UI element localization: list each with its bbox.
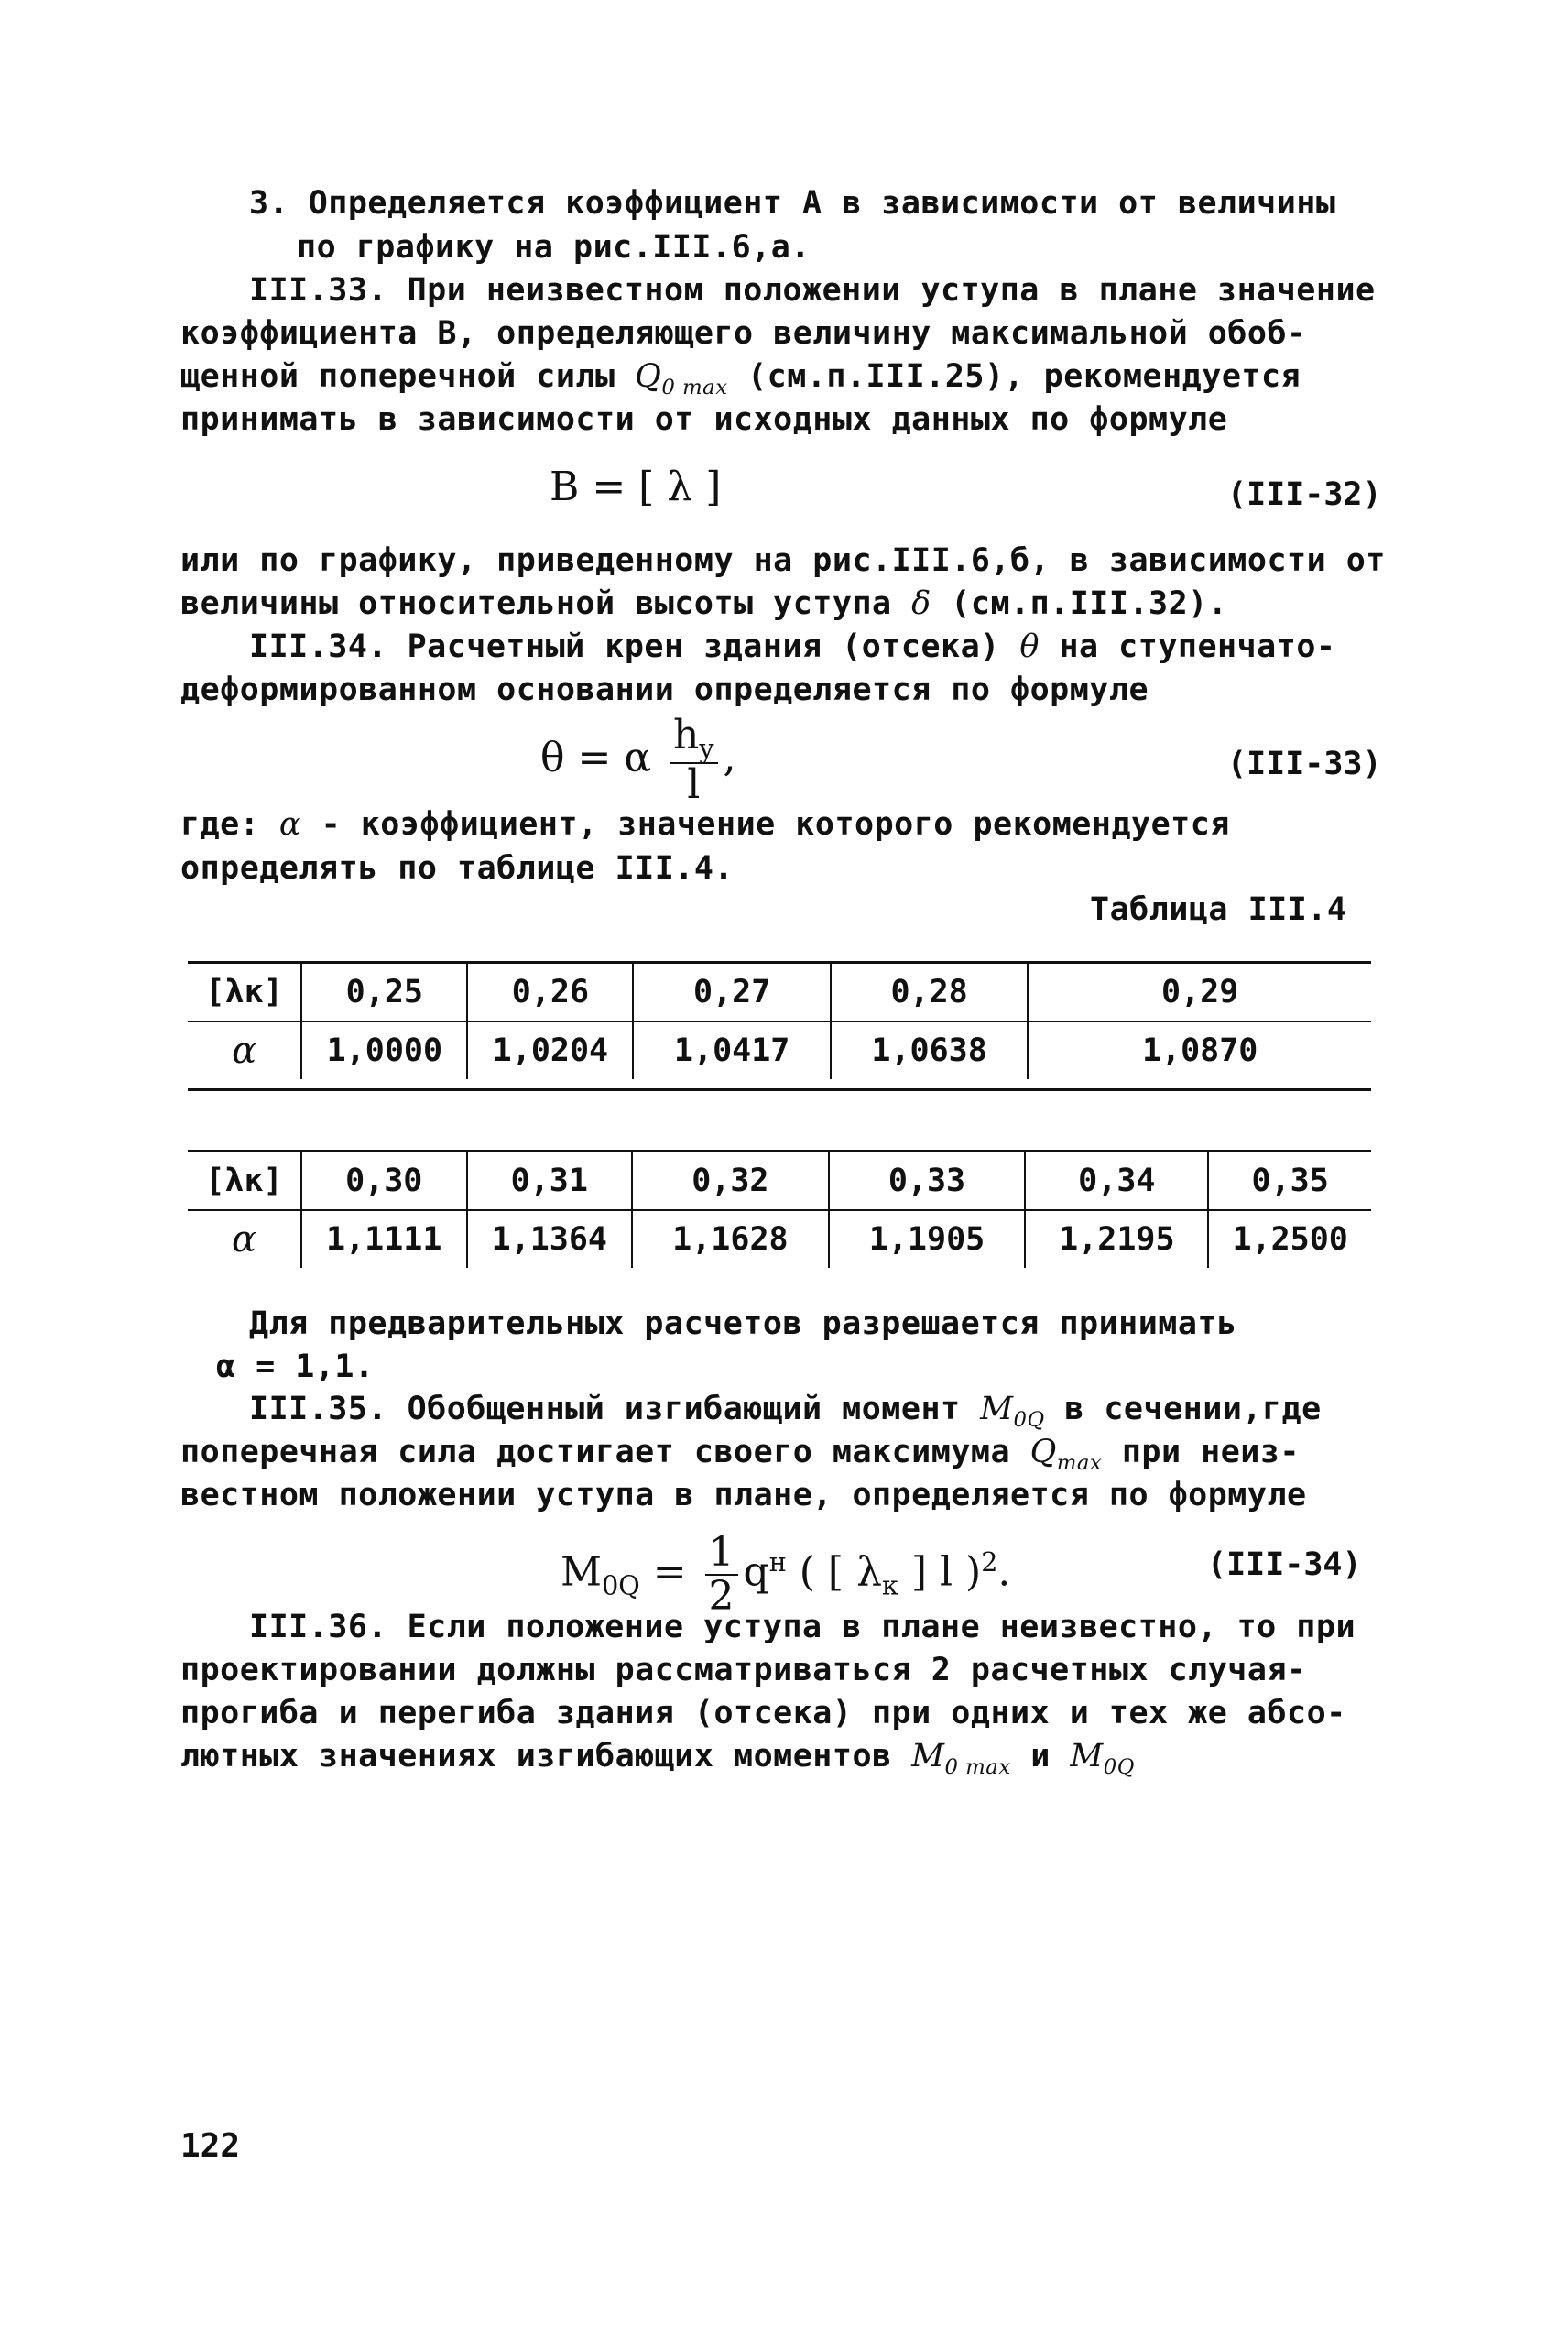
p2-line3-text-a: щенной поперечной силы xyxy=(180,358,636,395)
p2-line2: коэффициента В, определяющего величину максимальной обоб- xyxy=(180,315,1307,352)
table2-alpha-header: α xyxy=(231,1218,256,1261)
table1-alpha-header: α xyxy=(232,1030,257,1072)
table-cell: 0,32 xyxy=(632,1152,829,1210)
table-cell: 1,1905 xyxy=(829,1210,1026,1268)
table1-alpha-row xyxy=(188,1021,1371,1079)
table-cell: 1,0870 xyxy=(1028,1021,1371,1079)
p7-line1-text-a: III.35. Обобщенный изгибающий момент xyxy=(249,1391,981,1427)
table2-alpha-row xyxy=(188,1210,1371,1268)
formula-33-denominator: l xyxy=(687,760,701,808)
table-cell: 0,31 xyxy=(467,1152,633,1210)
hy-subscript: y xyxy=(699,732,714,764)
m0q-symbol: M xyxy=(1070,1738,1104,1775)
formula-33-comma: , xyxy=(723,734,736,781)
table-cell: 1,0204 xyxy=(467,1021,633,1079)
q-subscript: 0 max xyxy=(661,376,728,399)
table-cell: 1,0000 xyxy=(301,1021,467,1079)
p3-line2-text-a: величины относительной высоты уступа xyxy=(180,585,912,622)
formula-34-pow: 2 xyxy=(981,1546,998,1578)
formula-32-number: (III-32) xyxy=(1227,476,1382,513)
p5-line1-text-a: где: xyxy=(180,806,279,843)
formula-33 xyxy=(540,712,736,808)
m-subscript: 0Q xyxy=(1013,1408,1045,1432)
qmax-symbol: Q xyxy=(1029,1434,1057,1470)
p8-line1: III.36. Если положение уступа в плане неизвестно, то при xyxy=(249,1609,1356,1645)
m0max-symbol: M xyxy=(911,1738,945,1775)
p8-line4-and: и xyxy=(1010,1738,1071,1775)
table-cell: 1,1364 xyxy=(467,1210,633,1268)
formula-34-q-sup: н xyxy=(768,1546,787,1578)
p8-line4-text-a: лютных значениях изгибающих моментов xyxy=(180,1738,912,1775)
p8-line3: прогиба и перегиба здания (отсека) при одних и тех же абсо- xyxy=(180,1695,1346,1731)
formula-34-frac-den: 2 xyxy=(708,1573,735,1621)
table-cell: 1,2195 xyxy=(1025,1210,1208,1268)
formula-33-lhs: θ = α xyxy=(540,734,652,781)
formula-32: B = [ λ ] xyxy=(550,464,722,510)
p5-line1-text-b: - коэффициент, значение которого рекомендуется xyxy=(301,806,1230,843)
table-cell: 1,1111 xyxy=(301,1210,467,1268)
formula-34-paren-b: ] l ) xyxy=(898,1548,982,1596)
p7-line2-text-b: при неиз- xyxy=(1102,1434,1300,1470)
table-cell: 0,28 xyxy=(831,964,1028,1021)
p2-line3-text-b: (см.п.III.25), рекомендуется xyxy=(727,358,1301,395)
p4-line1 xyxy=(249,628,1335,665)
p2-line1: III.33. При неизвестном положении уступа в плане значение xyxy=(249,272,1376,309)
m0q-subscript: 0Q xyxy=(1103,1755,1135,1779)
table-cell: 0,30 xyxy=(301,1152,467,1210)
table1-bottom-rule xyxy=(188,1088,1371,1091)
table1-lambda-row xyxy=(188,964,1371,1021)
p7-line1 xyxy=(249,1391,1322,1432)
p6-line2: α = 1,1. xyxy=(216,1349,375,1385)
table2-lambda-row xyxy=(188,1152,1371,1210)
table1-row-header: [λк] xyxy=(188,964,301,1021)
theta-symbol: θ xyxy=(1019,628,1040,665)
p3-line2-text-b: (см.п.III.32). xyxy=(931,585,1228,622)
formula-34-dot: . xyxy=(997,1548,1011,1596)
formula-34-frac-num: 1 xyxy=(705,1532,738,1576)
formula-33-number: (III-33) xyxy=(1227,746,1382,782)
table2-row-header: [λк] xyxy=(188,1152,301,1210)
table-cell: 1,2500 xyxy=(1208,1210,1371,1268)
formula-34-q: q xyxy=(743,1548,769,1596)
formula-34-eq: = xyxy=(639,1548,700,1596)
formula-34-lhs: M xyxy=(561,1548,603,1596)
table1 xyxy=(188,964,1371,1079)
p2-line3 xyxy=(180,358,1301,399)
p7-line3: вестном положении уступа в плане, определяется по формуле xyxy=(180,1477,1307,1513)
p6-line1: Для предварительных расчетов разрешается принимать xyxy=(249,1305,1237,1342)
p4-line2: деформированном основании определяется по формуле xyxy=(180,672,1149,708)
hy-symbol: h xyxy=(673,712,700,759)
table-cell: 0,33 xyxy=(829,1152,1026,1210)
m-symbol: M xyxy=(980,1391,1014,1427)
formula-34-paren-a: ( [ λ xyxy=(786,1548,882,1596)
p1-line1: 3. Определяется коэффициент А в зависимости от величины xyxy=(249,185,1336,222)
p2-line4: принимать в зависимости от исходных данных по формуле xyxy=(180,401,1228,438)
formula-34-lhs-sub: 0Q xyxy=(602,1569,640,1601)
m0max-subscript: 0 max xyxy=(944,1755,1011,1779)
p3-line1: или по графику, приведенному на рис.III.6,б, в зависимости от xyxy=(180,542,1386,579)
table-cell: 1,0417 xyxy=(633,1021,830,1079)
formula-34-paren-sub: к xyxy=(881,1569,898,1601)
table-cell: 0,35 xyxy=(1208,1152,1371,1210)
p5-line1 xyxy=(180,806,1230,843)
table-cell: 0,25 xyxy=(301,964,467,1021)
p5-line2: определять по таблице III.4. xyxy=(180,850,735,887)
delta-symbol: δ xyxy=(911,585,931,622)
table-cell: 0,29 xyxy=(1028,964,1371,1021)
p4-line1-text-a: III.34. Расчетный крен здания (отсека) xyxy=(249,628,1020,665)
qmax-subscript: max xyxy=(1056,1451,1103,1475)
page-number: 122 xyxy=(180,2127,241,2165)
alpha-symbol: α xyxy=(278,806,301,843)
table-cell: 0,27 xyxy=(633,964,830,1021)
p8-line4 xyxy=(180,1738,1135,1779)
table2 xyxy=(188,1152,1371,1268)
formula-34-fraction xyxy=(705,1529,738,1621)
p7-line2 xyxy=(180,1434,1300,1475)
formula-34-number: (III-34) xyxy=(1207,1546,1362,1583)
table-cell: 0,26 xyxy=(467,964,633,1021)
p1-line2: по графику на рис.III.6,а. xyxy=(297,229,811,266)
formula-33-fraction xyxy=(670,712,718,808)
p4-line1-text-b: на ступенчато- xyxy=(1039,628,1336,665)
p7-line2-text-a: поперечная сила достигает своего максимума xyxy=(180,1434,1030,1470)
table-cell: 0,34 xyxy=(1025,1152,1208,1210)
formula-34 xyxy=(561,1529,1011,1621)
p8-line2: проектировании должны рассматриваться 2 расчетных случая- xyxy=(180,1652,1307,1688)
p3-line2 xyxy=(180,585,1227,622)
q-symbol: Q xyxy=(635,358,662,395)
table-cell: 1,1628 xyxy=(632,1210,829,1268)
table-caption: Таблица III.4 xyxy=(1090,891,1347,928)
table-cell: 1,0638 xyxy=(831,1021,1028,1079)
formula-33-numerator xyxy=(670,712,718,764)
p7-line1-text-b: в сечении,где xyxy=(1044,1391,1322,1427)
